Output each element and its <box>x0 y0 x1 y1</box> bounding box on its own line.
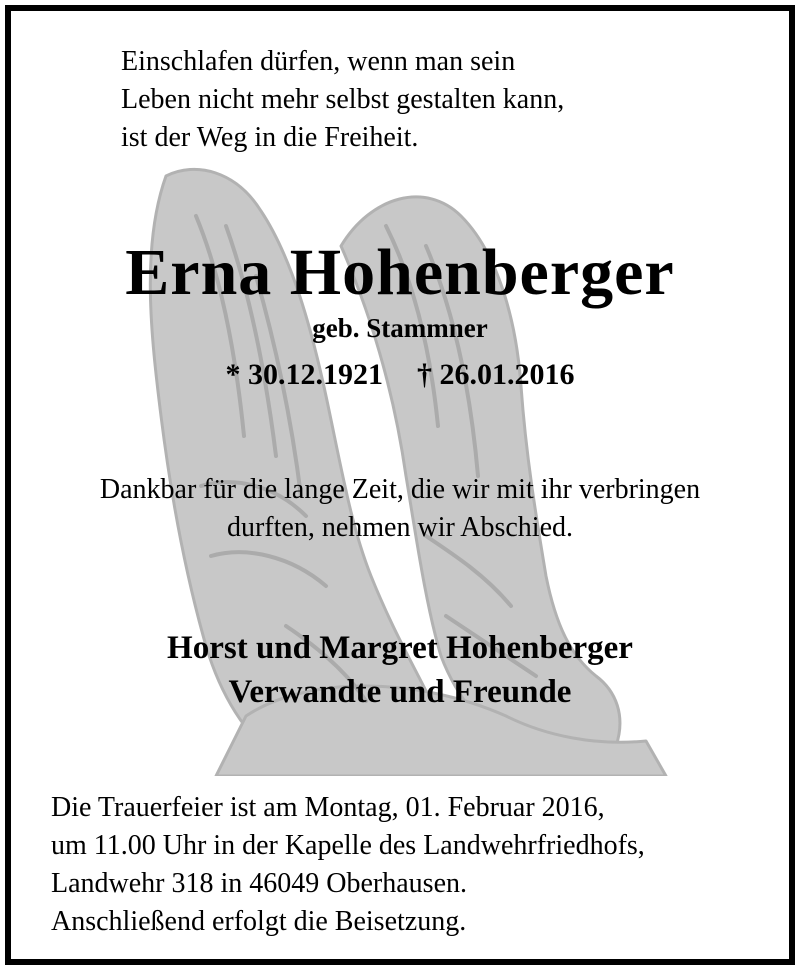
life-dates <box>11 356 789 394</box>
service-line: Landwehr 318 in 46049 Oberhausen. <box>51 868 468 899</box>
quote-line: ist der Weg in die Freiheit. <box>121 122 419 153</box>
thanks-text <box>11 471 789 547</box>
service-line: Anschließend erfolgt die Beisetzung. <box>51 906 467 937</box>
maiden-name: geb. Stammner <box>312 313 488 343</box>
mourners-line: Horst und Margret Hohenberger <box>167 630 633 666</box>
thanks-line: durften, nehmen wir Abschied. <box>226 512 574 543</box>
funeral-service-info <box>51 789 645 941</box>
birth-date: * 30.12.1921 <box>225 358 383 391</box>
quote-verse <box>121 43 564 157</box>
obituary-notice <box>5 5 795 965</box>
thanks-line: Dankbar für die lange Zeit, die wir mit ihr verbringen <box>99 474 701 505</box>
service-line: um 11.00 Uhr in der Kapelle des Landwehrfriedhofs, <box>51 830 645 861</box>
quote-line: Leben nicht mehr selbst gestalten kann, <box>121 84 565 115</box>
service-line: Die Trauerfeier ist am Montag, 01. Februar 2016, <box>51 792 605 823</box>
quote-line: Einschlafen dürfen, wenn man sein <box>121 46 516 77</box>
death-date: † 26.01.2016 <box>417 358 575 391</box>
deceased-name: Erna Hohenberger <box>125 236 675 309</box>
mourners <box>11 626 789 714</box>
mourners-line: Verwandte und Freunde <box>228 674 572 710</box>
